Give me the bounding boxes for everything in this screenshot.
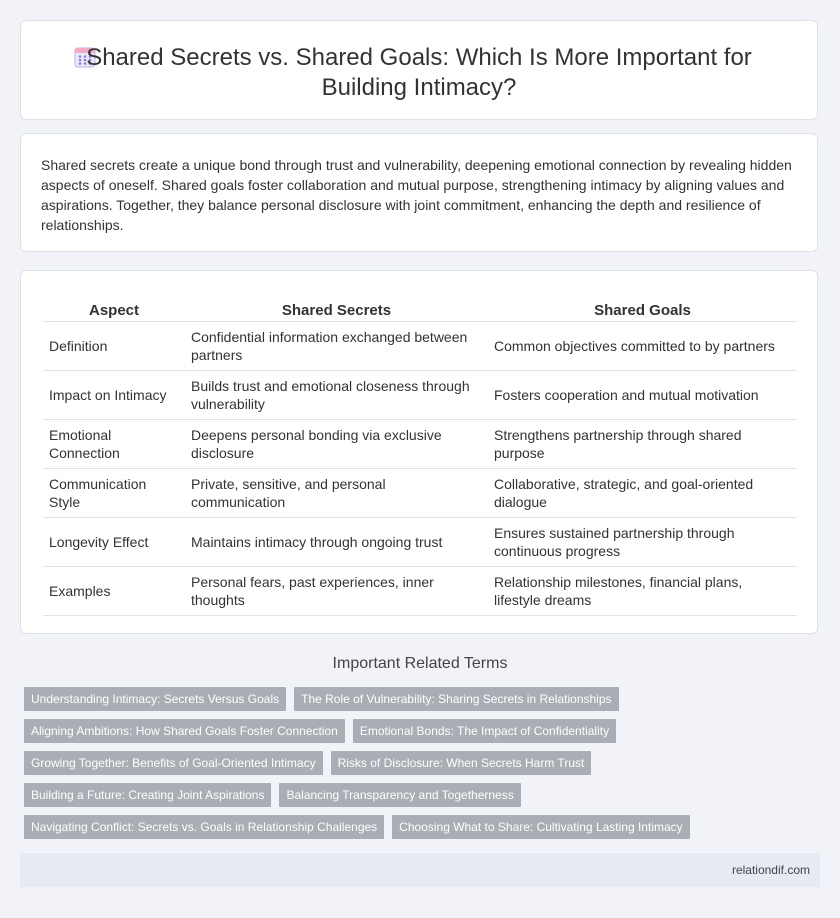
cell-shared-goals: Fosters cooperation and mutual motivation [488, 371, 797, 420]
intro-card [20, 133, 818, 252]
table-row [43, 420, 797, 469]
intro-paragraph: Shared secrets create a unique bond through trust and vulnerability, deepening emotional connection by revealing hidden aspects of oneself. Shared goals foster collaboration and mutual purpose, strengthening intimacy by aligning values and aspirations. Together, they balance personal disclosure with joint commitment, enhancing the depth and resilience of relationships. [41, 157, 792, 233]
cell-aspect: Impact on Intimacy [43, 371, 185, 420]
page-title-line1: Shared Secrets vs. Shared Goals: Which Is More Important for [86, 44, 752, 71]
cell-aspect: Emotional Connection [43, 420, 185, 469]
related-term-tag[interactable]: Balancing Transparency and Togetherness [279, 783, 520, 807]
related-term-tag[interactable]: Emotional Bonds: The Impact of Confidentiality [353, 719, 616, 743]
page-title [86, 43, 752, 103]
cell-shared-secrets: Private, sensitive, and personal communication [185, 469, 488, 518]
footer [20, 853, 820, 887]
cell-shared-goals: Common objectives committed to by partners [488, 322, 797, 371]
cell-aspect: Definition [43, 322, 185, 371]
related-term-tag[interactable]: Aligning Ambitions: How Shared Goals Foster Connection [24, 719, 345, 743]
cell-shared-goals: Ensures sustained partnership through continuous progress [488, 518, 797, 567]
cell-shared-secrets: Personal fears, past experiences, inner thoughts [185, 567, 488, 616]
footer-site-link[interactable]: relationdif.com [731, 863, 810, 877]
cell-shared-secrets: Maintains intimacy through ongoing trust [185, 518, 488, 567]
table-header-row [43, 295, 797, 322]
cell-shared-secrets: Confidential information exchanged between partners [185, 322, 488, 371]
cell-aspect: Examples [43, 567, 185, 616]
related-terms-title: Important Related Terms [332, 655, 508, 672]
header-aspect: Aspect [43, 295, 185, 322]
related-term-tag[interactable]: Choosing What to Share: Cultivating Lasting Intimacy [392, 815, 689, 839]
cell-shared-goals: Relationship milestones, financial plans, lifestyle dreams [488, 567, 797, 616]
related-term-tag[interactable]: Understanding Intimacy: Secrets Versus Goals [24, 687, 286, 711]
related-term-tag[interactable]: Navigating Conflict: Secrets vs. Goals in Relationship Challenges [24, 815, 384, 839]
cell-shared-secrets: Builds trust and emotional closeness through vulnerability [185, 371, 488, 420]
related-term-tag[interactable]: Risks of Disclosure: When Secrets Harm Trust [331, 751, 592, 775]
header-shared-secrets: Shared Secrets [185, 295, 488, 322]
related-term-tag[interactable]: The Role of Vulnerability: Sharing Secrets in Relationships [294, 687, 618, 711]
table-row [43, 322, 797, 371]
related-term-tag[interactable]: Building a Future: Creating Joint Aspirations [24, 783, 271, 807]
header-shared-goals: Shared Goals [488, 295, 797, 322]
table-row [43, 567, 797, 616]
table-row [43, 469, 797, 518]
cell-shared-goals: Collaborative, strategic, and goal-oriented dialogue [488, 469, 797, 518]
related-term-tag[interactable]: Growing Together: Benefits of Goal-Oriented Intimacy [24, 751, 323, 775]
related-terms-list [24, 687, 824, 847]
cell-shared-secrets: Deepens personal bonding via exclusive disclosure [185, 420, 488, 469]
cell-aspect: Communication Style [43, 469, 185, 518]
comparison-table [43, 295, 797, 616]
table-row [43, 371, 797, 420]
cell-aspect: Longevity Effect [43, 518, 185, 567]
header-card [20, 20, 818, 120]
comparison-card [20, 270, 818, 634]
page-title-line2: Building Intimacy? [321, 74, 517, 101]
cell-shared-goals: Strengthens partnership through shared purpose [488, 420, 797, 469]
table-row [43, 518, 797, 567]
